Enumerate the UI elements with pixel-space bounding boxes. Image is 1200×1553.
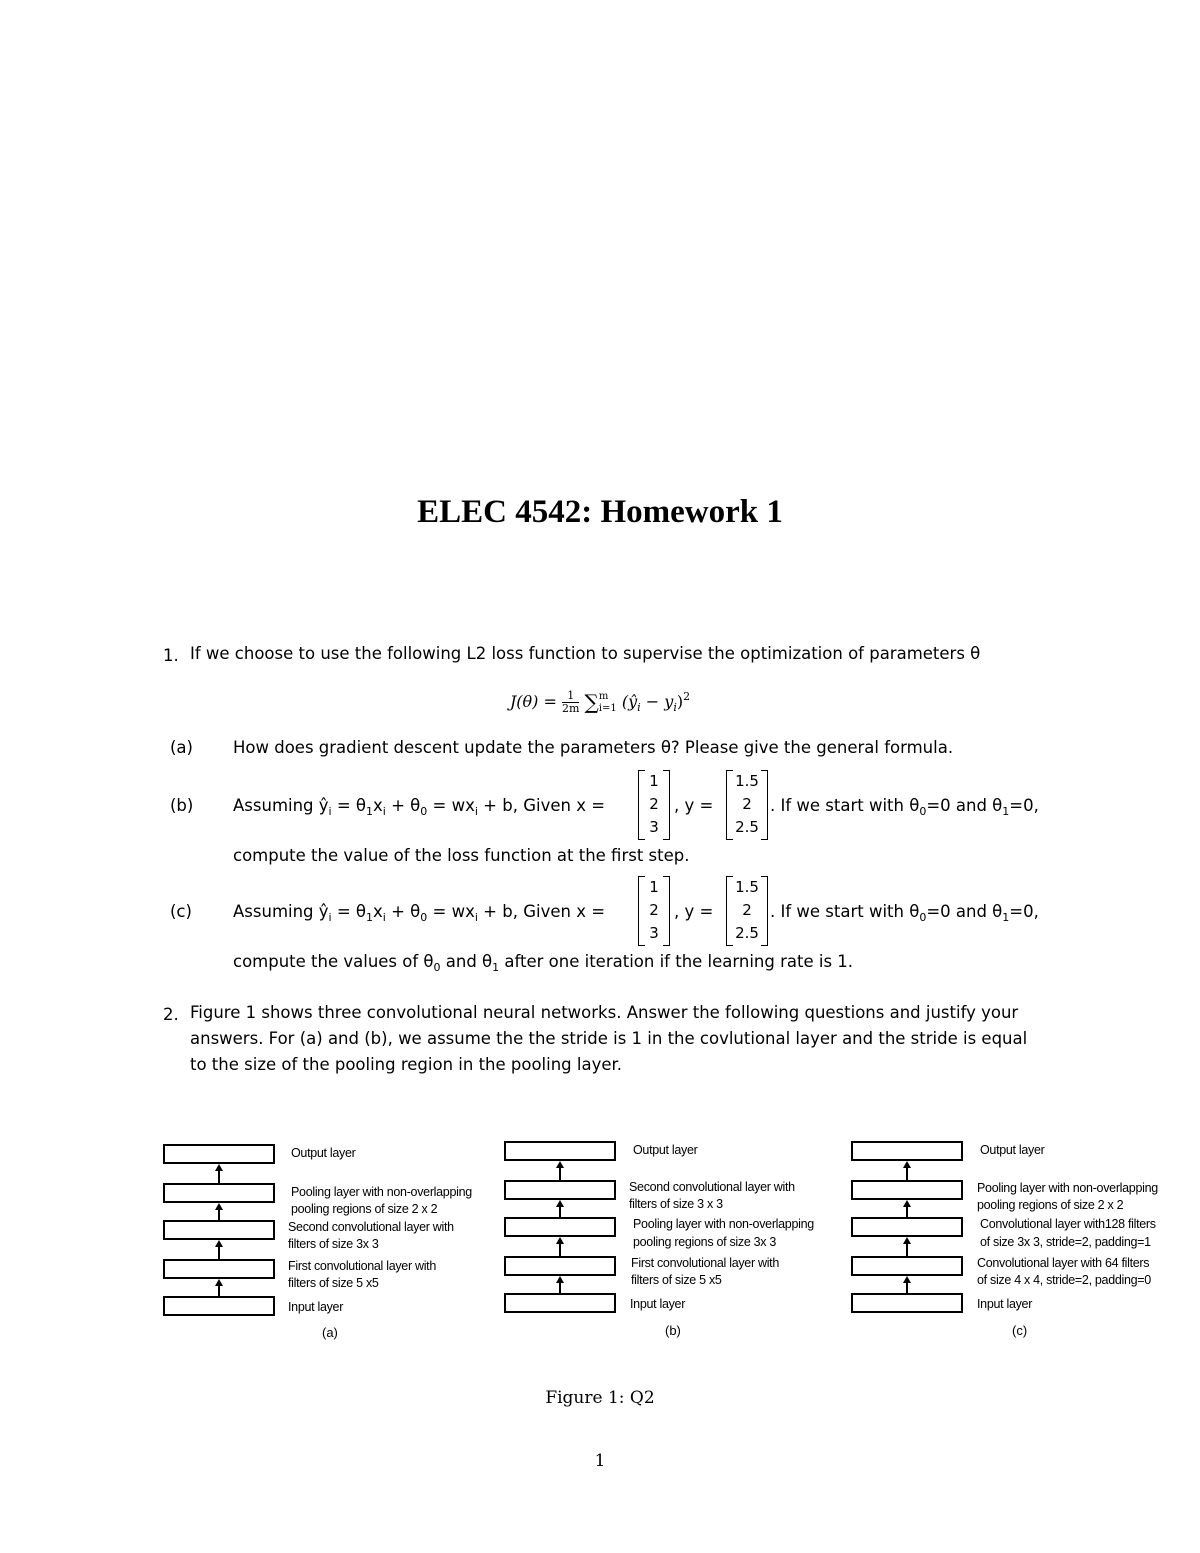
- b-label-output: Output layer: [633, 1143, 698, 1157]
- x-vector-b: 1 2 3: [638, 770, 670, 840]
- x-vector-c: 1 2 3: [638, 876, 670, 946]
- formula-lhs: J(θ) =: [509, 692, 557, 711]
- pooling-layer-box: [163, 1183, 275, 1203]
- c-label-conv2-1: Convolutional layer with128 filters: [980, 1217, 1156, 1231]
- formula-fraction: $\frac{1}{2m}$: [562, 689, 580, 715]
- conv1-layer-box: [851, 1256, 963, 1276]
- output-layer-box: [504, 1141, 616, 1161]
- conv2-layer-box: [851, 1217, 963, 1237]
- subfigure-tag-c: (c): [1012, 1323, 1028, 1338]
- b-label-input: Input layer: [630, 1297, 686, 1311]
- q1b-label: (b): [170, 796, 194, 815]
- q1c-label: (c): [170, 902, 192, 921]
- a-label-conv1-1: First convolutional layer with: [288, 1259, 437, 1273]
- y-vector-c: 1.5 2 2.5: [726, 876, 768, 946]
- q2-number: 2.: [163, 1005, 179, 1024]
- conv2-layer-box: [163, 1220, 275, 1240]
- output-layer-box: [163, 1144, 275, 1164]
- c-label-conv2-2: of size 3x 3, stride=2, padding=1: [980, 1235, 1151, 1249]
- c-label-output: Output layer: [980, 1143, 1045, 1157]
- output-layer-box: [851, 1141, 963, 1161]
- subfigure-tag-a: (a): [322, 1325, 338, 1340]
- a-label-output: Output layer: [291, 1146, 356, 1160]
- b-label-conv1-2: filters of size 5 x5: [631, 1273, 722, 1287]
- subfigure-tag-b: (b): [665, 1323, 681, 1338]
- sum-limits: m i=1: [598, 690, 617, 714]
- c-label-pool-2: pooling regions of size 2 x 2: [977, 1198, 1124, 1212]
- conv2-layer-box: [504, 1180, 616, 1200]
- q1a-label: (a): [170, 738, 193, 757]
- loss-formula: J(θ) = $\frac{1}{2m}$ ∑ m i=1 $(ŷ_i - y_i)^2$: [509, 689, 691, 715]
- input-layer-box: [851, 1293, 963, 1313]
- y-vector-b: 1.5 2 2.5: [726, 770, 768, 840]
- conv1-layer-box: [163, 1259, 275, 1279]
- q2-line-2: answers. For (a) and (b), we assume the the stride is 1 in the covlutional layer and the stride is equal: [190, 1029, 1028, 1048]
- a-label-conv1-2: filters of size 5 x5: [288, 1276, 379, 1290]
- q1c-line2: compute the values of $\theta_0$ and $\theta_1$ after one iteration if the learning rate is 1.: [233, 952, 854, 974]
- q1b-line2: compute the value of the loss function at the first step.: [233, 846, 690, 865]
- q1-intro: If we choose to use the following L2 loss function to supervise the optimization of parameters θ: [190, 644, 981, 663]
- q1a-text: How does gradient descent update the parameters θ? Please give the general formula.: [233, 738, 954, 757]
- c-label-pool-1: Pooling layer with non-overlapping: [977, 1181, 1158, 1195]
- a-label-input: Input layer: [288, 1300, 344, 1314]
- a-label-pool-1: Pooling layer with non-overlapping: [291, 1185, 472, 1199]
- page-number: 1: [594, 1451, 606, 1471]
- q2-line-1: Figure 1 shows three convolutional neural networks. Answer the following questions and justify your: [190, 1003, 1019, 1022]
- a-label-conv2-2: filters of size 3x 3: [288, 1237, 379, 1251]
- c-label-conv1-2: of size 4 x 4, stride=2, padding=0: [977, 1273, 1151, 1287]
- a-label-conv2-1: Second convolutional layer with: [288, 1220, 454, 1234]
- page-title: ELEC 4542: Homework 1: [417, 494, 783, 530]
- q1c-text: Assuming $ŷ_i = \theta_1x_i + \theta_0 = wx_i + b$, Given x =: [233, 902, 606, 924]
- sum-symbol-icon: ∑: [584, 690, 599, 714]
- input-layer-box: [163, 1296, 275, 1316]
- b-label-pool-2: pooling regions of size 3x 3: [633, 1235, 777, 1249]
- a-label-pool-2: pooling regions of size 2 x 2: [291, 1202, 438, 1216]
- pooling-layer-box: [851, 1180, 963, 1200]
- input-layer-box: [504, 1293, 616, 1313]
- pooling-layer-box: [504, 1217, 616, 1237]
- c-label-input: Input layer: [977, 1297, 1033, 1311]
- c-label-conv1-1: Convolutional layer with 64 filters: [977, 1256, 1150, 1270]
- b-label-conv1-1: First convolutional layer with: [631, 1256, 780, 1270]
- figure-caption: Figure 1: Q2: [545, 1388, 655, 1408]
- q1b-start: . If we start with $\theta_0=0$ and $\theta_1=0$,: [770, 796, 1039, 818]
- q1c-start: . If we start with $\theta_0=0$ and $\theta_1=0$,: [770, 902, 1039, 924]
- conv1-layer-box: [504, 1256, 616, 1276]
- b-label-conv2-2: filters of size 3 x 3: [629, 1197, 723, 1211]
- y-equals-b: , y =: [674, 796, 714, 815]
- y-equals-c: , y =: [674, 902, 714, 921]
- q1-number: 1.: [163, 646, 179, 665]
- q2-line-3: to the size of the pooling region in the pooling layer.: [190, 1055, 623, 1074]
- b-label-conv2-1: Second convolutional layer with: [629, 1180, 795, 1194]
- b-label-pool-1: Pooling layer with non-overlapping: [633, 1217, 814, 1231]
- q1b-text: Assuming $ŷ_i = \theta_1x_i + \theta_0 = wx_i + b$, Given x =: [233, 796, 606, 818]
